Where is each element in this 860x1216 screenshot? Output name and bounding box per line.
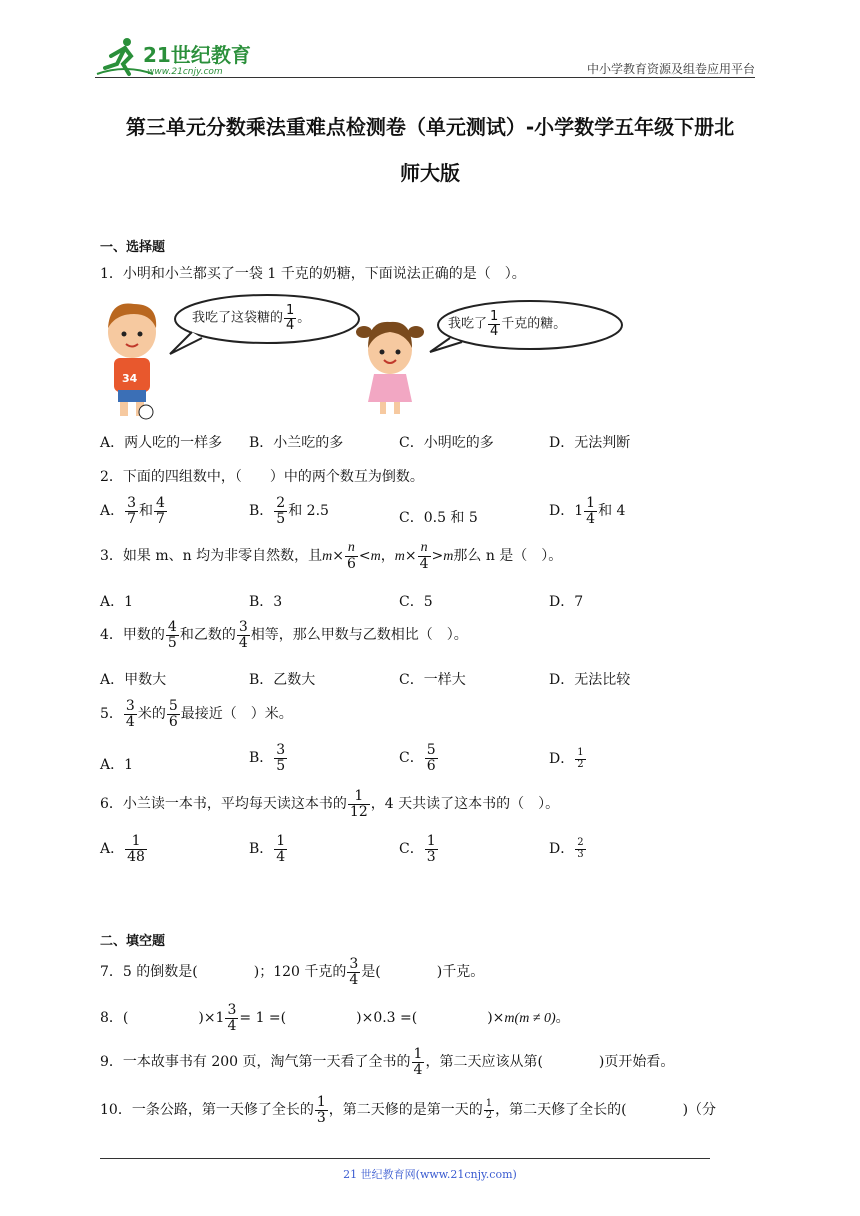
section-heading-fill-blank: 二、填空题: [100, 934, 166, 949]
q3-option-d: D．7: [549, 594, 584, 610]
page-title: [80, 104, 780, 196]
q5-option-d: D． $\frac{1}{2}$: [549, 747, 584, 770]
question-7: 7．5 的倒数是( )；120 千克的 $\frac{3}{4}$ 是( )千克。: [100, 956, 485, 988]
q6-option-d: D． $\frac{2}{3}$: [549, 837, 584, 860]
q2-option-d: D．1 $\frac{1}{4}$ 和 4: [549, 495, 626, 527]
site-logo: [95, 34, 265, 78]
runner-logo-icon: [95, 34, 265, 78]
q4-option-c: C．一样大: [399, 672, 466, 688]
q3-option-a: A．1: [100, 594, 134, 610]
q5-option-b: B． $\frac{3}{5}$: [249, 742, 286, 774]
title-line-2: 师大版: [400, 161, 460, 185]
logo-text: 21世纪教育: [143, 43, 251, 67]
question-10: 10．一条公路，第一天修了全长的 $\frac{1}{3}$ ，第二天修的是第一天的 $\frac{1}{2}$ ，第二天修了全长的( )（分: [100, 1094, 717, 1126]
q3-option-c: C．5: [399, 594, 433, 610]
q1-option-c: C．小明吃的多: [399, 435, 494, 451]
question-2: 2．下面的四组数中，（ ）中的两个数互为倒数。: [100, 469, 424, 485]
question-5: 5． $\frac{3}{4}$ 米的 $\frac{5}{6}$ 最接近（ ）米。: [100, 698, 293, 730]
q1-option-a: A．两人吃的一样多: [100, 435, 223, 451]
q3-option-b: B．3: [249, 594, 283, 610]
header-platform-text: 中小学教育资源及组卷应用平台: [586, 62, 755, 76]
shirt-number: 34: [122, 372, 138, 385]
question-6: 6．小兰读一本书，平均每天读这本书的 $\frac{1}{12}$ ，4 天共读了这本书的（ ）。: [100, 788, 560, 820]
q2-option-a: A． $\frac{3}{7}$ 和 $\frac{4}{7}$: [100, 495, 165, 527]
question-1-illustration: [100, 292, 640, 420]
question-8: 8．( )×1 $\frac{3}{4}$ = 1 =( )×0.3 =( )×m(m ≠ 0)。: [100, 1002, 570, 1034]
logo-url: www.21cnjy.com: [147, 67, 223, 77]
q6-option-a: A． $\frac{1}{48}$: [100, 833, 145, 865]
question-1: 1．小明和小兰都买了一袋 1 千克的奶糖，下面说法正确的是（ ）。: [100, 266, 526, 282]
footer-text: 21 世纪教育网(www.21cnjy.com): [343, 1168, 517, 1181]
q2-option-c: C．0.5 和 5: [399, 510, 478, 526]
question-9: 9．一本故事书有 200 页，淘气第一天看了全书的 $\frac{1}{4}$ ，第二天应该从第( )页开始看。: [100, 1046, 675, 1078]
q2-option-b: B． $\frac{2}{5}$ 和 2.5: [249, 495, 329, 527]
q4-option-d: D．无法比较: [549, 672, 631, 688]
question-3: 3．如果 m、n 均为非零自然数，且m× $\frac{n}{6}$ <m，m× $\frac{n}{4}$ >m那么 n 是（ ）。: [100, 540, 563, 572]
q4-option-b: B．乙数大: [249, 672, 316, 688]
q5-option-a: A．1: [100, 757, 134, 773]
header-divider: [95, 77, 755, 78]
q1-option-d: D．无法判断: [549, 435, 631, 451]
bubble-1-text: 我吃了这袋糖的 $\frac{1}{4}$ 。: [192, 303, 311, 333]
title-line-1: 第三单元分数乘法重难点检测卷（单元测试）-小学数学五年级下册北: [125, 115, 735, 139]
bubble-2-text: 我吃了 $\frac{1}{4}$ 千克的糖。: [448, 309, 567, 339]
q6-option-c: C． $\frac{1}{3}$: [399, 833, 436, 865]
q1-option-b: B．小兰吃的多: [249, 435, 344, 451]
q6-option-b: B． $\frac{1}{4}$: [249, 833, 286, 865]
girl-icon: [356, 322, 424, 414]
q4-option-a: A．甲数大: [100, 672, 167, 688]
boy-icon: [108, 304, 156, 420]
q5-option-c: C． $\frac{5}{6}$: [399, 742, 436, 774]
question-4: 4．甲数的 $\frac{4}{5}$ 和乙数的 $\frac{3}{4}$ 相等，那么甲数与乙数相比（ ）。: [100, 619, 468, 651]
footer-divider: [100, 1158, 710, 1159]
section-heading-choice: 一、选择题: [100, 240, 166, 255]
